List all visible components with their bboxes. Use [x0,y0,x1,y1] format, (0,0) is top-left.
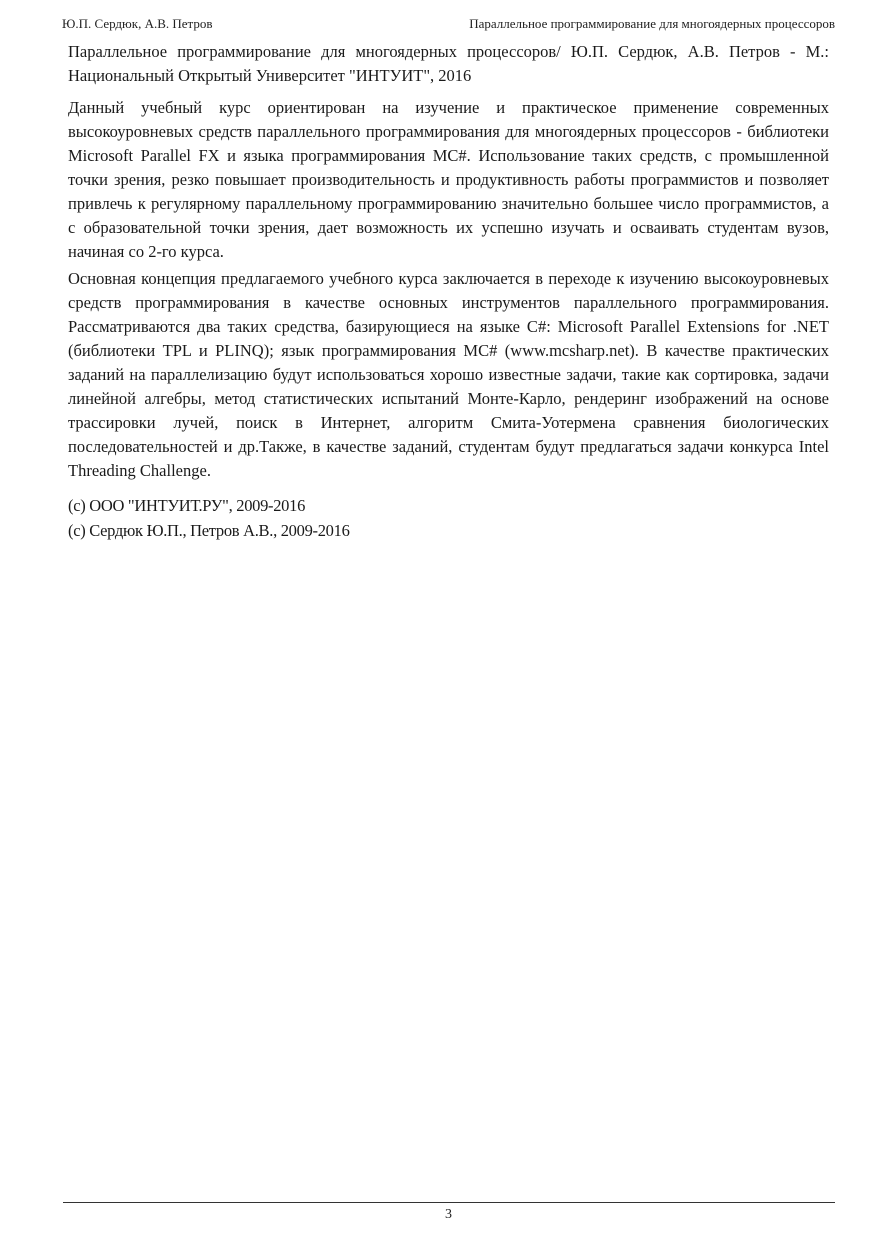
copyright-line-authors: (c) Сердюк Ю.П., Петров А.В., 2009-2016 [68,521,350,540]
copyright-block [68,493,829,543]
page-number: 3 [445,1207,452,1222]
footer-divider [63,1202,835,1203]
paragraph-course-description: Данный учебный курс ориентирован на изучение и практическое применение современных высокоуровневых средств параллельного программирования для многоядерных процессоров - библиотеки Microsoft Parallel FX и языка программирования MC#. Использование таких средств, с промышленной точки зрения, резко повышает производительность и продуктивность работы программистов и позволяет привлечь к регулярному параллельному программированию значительно большее число программистов, а с образовательной точки зрения, дает возможность их успешно изучать и осваивать студентам вузов, начиная со 2-го курса. [68,98,829,261]
paragraph-course-concept: Основная концепция предлагаемого учебного курса заключается в переходе к изучению высокоуровневых средств программирования в качестве основных инструментов параллельного программирования. Рассматриваются два таких средства, базирующиеся на языке C#: Microsoft Parallel Extensions for .NET (библиотеки TPL и PLINQ); язык программирования MC# (www.mcsharp.net). В качестве практических заданий на параллелизацию будут использоваться хорошо известные задачи, такие как сортировка, задачи линейной алгебры, метод статистических испытаний Монте-Карло, рендеринг изображений на основе трассировки лучей, поиск в Интернет, алгоритм Смита-Уотермена сравнения биологических последовательностей и др.Также, в качестве заданий, студентам будут предлагаться задачи конкурса Intel Threading Challenge. [68,269,829,480]
header-book-title: Параллельное программирование для многоядерных процессоров [469,16,835,31]
header-authors: Ю.П. Сердюк, А.В. Петров [62,16,213,31]
page-content [68,40,829,543]
bibliographic-citation: Параллельное программирование для многоядерных процессоров/ Ю.П. Сердюк, А.В. Петров - М.: Национальный Открытый Университет "ИНТУИТ", 2016 [68,42,829,85]
copyright-line-intuit: (c) ООО "ИНТУИТ.РУ", 2009-2016 [68,496,306,515]
